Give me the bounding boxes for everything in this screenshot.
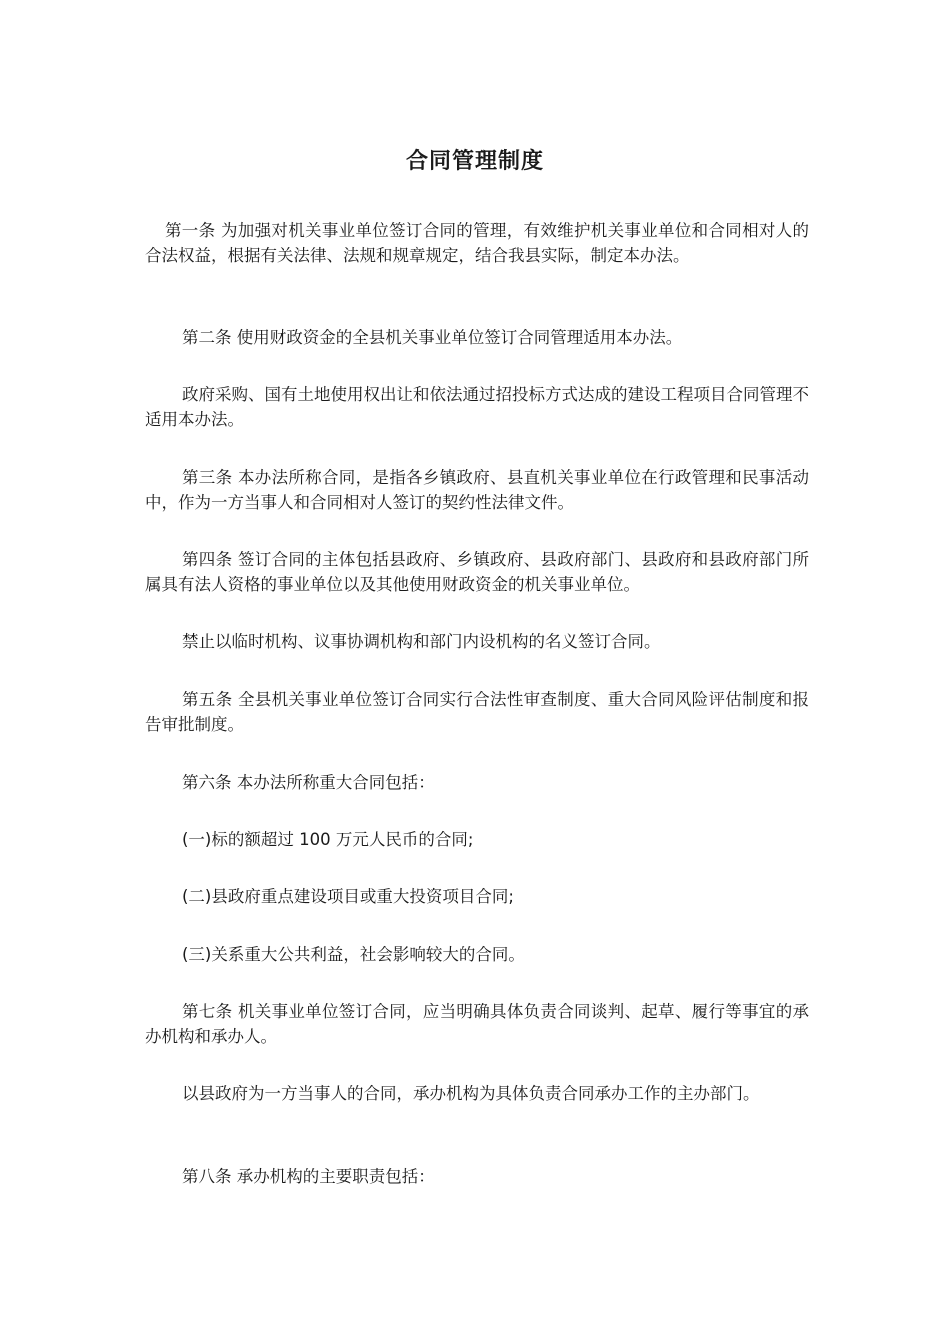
paragraph-article-1: 第一条 为加强对机关事业单位签订合同的管理，有效维护机关事业单位和合同相对人的合法权益，根据有关法律、法规和规章规定，结合我县实际，制定本办法。 [145, 221, 809, 265]
list-item-1: (一)标的额超过 100 万元人民币的合同; [182, 830, 474, 849]
paragraph-article-3: 第三条 本办法所称合同，是指各乡镇政府、县直机关事业单位在行政管理和民事活动中，作为一方当事人和合同相对人签订的契约性法律文件。 [145, 468, 809, 512]
paragraph-article-8: 第八条 承办机构的主要职责包括： [182, 1167, 435, 1186]
paragraph-article-7: 第七条 机关事业单位签订合同，应当明确具体负责合同谈判、起草、履行等事宜的承办机构和承办人。 [145, 1002, 809, 1046]
paragraph-article-4-prohibition: 禁止以临时机构、议事协调机构和部门内设机构的名义签订合同。 [182, 632, 661, 651]
list-item-3: (三)关系重大公共利益，社会影响较大的合同。 [182, 945, 525, 964]
paragraph-article-7-county: 以县政府为一方当事人的合同，承办机构为具体负责合同承办工作的主办部门。 [182, 1084, 760, 1103]
paragraph-article-6: 第六条 本办法所称重大合同包括： [182, 773, 435, 792]
paragraph-article-4: 第四条 签订合同的主体包括县政府、乡镇政府、县政府部门、县政府和县政府部门所属具有法人资格的事业单位以及其他使用财政资金的机关事业单位。 [145, 550, 809, 594]
paragraph-article-2: 第二条 使用财政资金的全县机关事业单位签订合同管理适用本办法。 [182, 328, 683, 347]
paragraph-article-2-exclusion: 政府采购、国有土地使用权出让和依法通过招投标方式达成的建设工程项目合同管理不适用本办法。 [145, 385, 809, 429]
list-item-2: (二)县政府重点建设项目或重大投资项目合同; [182, 887, 514, 906]
document-title: 合同管理制度 [405, 149, 544, 174]
paragraph-article-5: 第五条 全县机关事业单位签订合同实行合法性审查制度、重大合同风险评估制度和报告审批制度。 [145, 690, 809, 734]
